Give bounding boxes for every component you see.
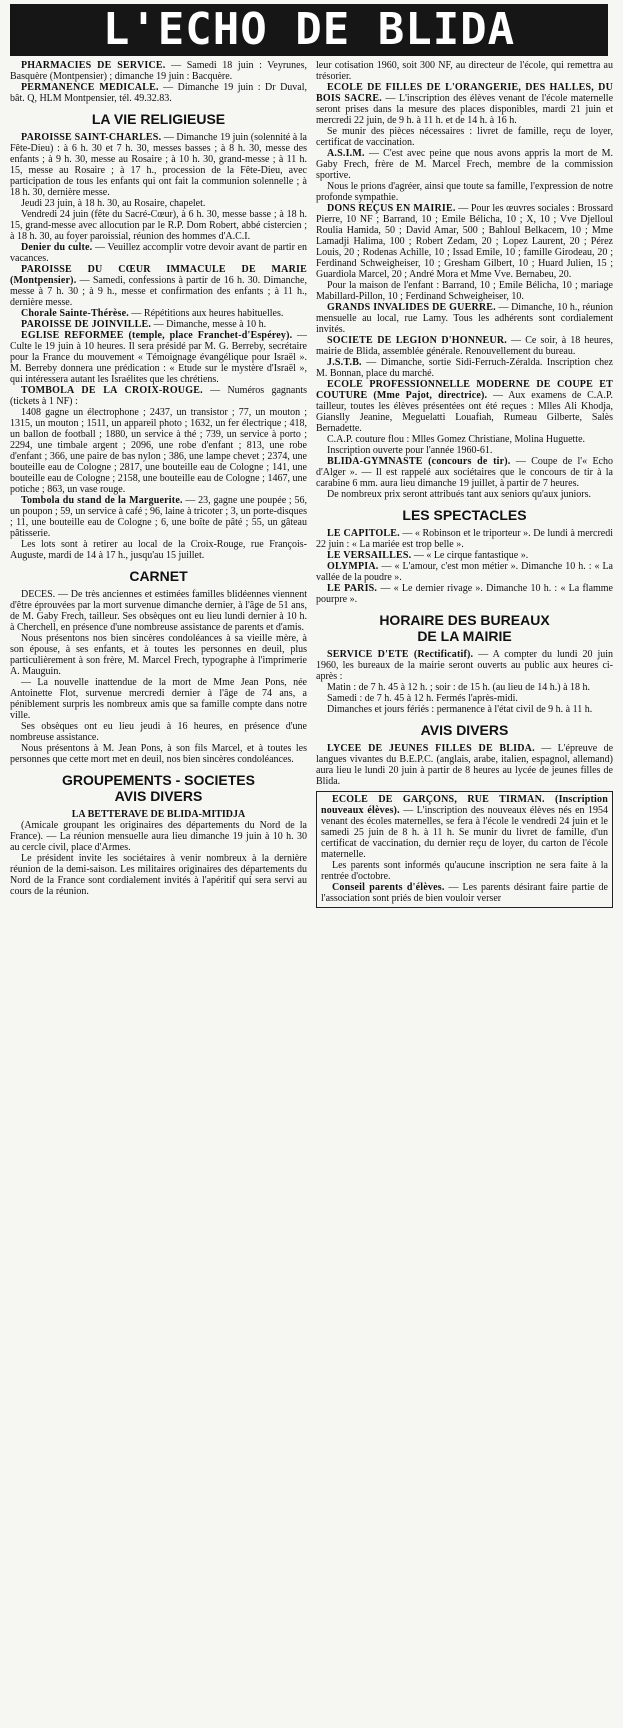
right-column: [316, 60, 613, 1726]
paragraph: Vendredi 24 juin (fête du Sacré-Cœur), à 6 h. 30, messe basse ; à 18 h. 15, grand-messe avec allocution par le R.P. Dom Robert, abbé cistercien ; à 18 h. 30, au foyer paroissial, réunion des hommes d'A.C.I.: [10, 209, 307, 242]
heading-betterave: LA BETTERAVE DE BLIDA-MITIDJA: [71, 809, 246, 820]
paragraph: Pour la maison de l'enfant : Barrand, 10 ; Emile Bélicha, 10 ; mariage Mabillard-Pillon, 10 ; Ferdinand Schweigheiser, 10.: [316, 280, 613, 302]
paragraph: C.A.P. couture flou : Mlles Gomez Christiane, Molina Huguette.: [327, 434, 586, 445]
paragraph: Les lots sont à retirer au local de la Croix-Rouge, rue François-Auguste, mardi de 14 à 17 h., jusqu'au 15 juillet.: [10, 539, 307, 561]
article-coupe-couture: ECOLE PROFESSIONNELLE MODERNE DE COUPE ET COUTURE (Mme Pajot, directrice). — Aux examens de C.A.P. tailleur, toutes les élèves présentées ont été reçues : Mlles Ali Khodja, Gianslly Jeanine, Meguelatti Louafiah, Rumeau Gilberte, Salès Bernadette.: [316, 379, 613, 434]
article-conseil: Conseil parents d'élèves. — Les parents désirant faire partie de l'association sont priés de bien vouloir verser: [321, 882, 608, 904]
heading-groupements: GROUPEMENTS - SOCIETES: [62, 772, 255, 788]
article-versailles: LE VERSAILLES. — « Le cirque fantastique ».: [327, 550, 529, 561]
paragraph: 1408 gagne un électrophone ; 2437, un transistor ; 77, un mouton ; 1315, un mouton ; 1511, un appareil photo ; 1632, un fer électrique ; 418, un ballon de football ; 1880, un service à thé ; 739, un service à porto ; 2294, une timbale argent ; 2096, une robe d'enfant ; 813, une robe d'enfant ; 366, une paire de bas nylon ; 386, une lampe chevet ; 2374, une bouteille eau de Cologne ; 2817, une bouteille eau de Cologne ; 141, une bouteille eau de Cologne ; 2158, une bouteille eau de Cologne ; 1467, une potiche ; 863, un vase rouge.: [10, 407, 307, 495]
paragraph: — La nouvelle inattendue de la mort de Mme Jean Pons, née Antoinette Flot, survenue mercredi dernier à l'âge de 74 ans, a péniblement surpris les nombreux amis que sa famille compte dans notre ville.: [10, 677, 307, 721]
paragraph: Nous présentons nos bien sincères condoléances à sa vieille mère, à son épouse, à ses enfants, et à toutes les personnes en deuil, plus particulièrement à son frère, M. Marcel Frech, typographe à l'imprimerie A. Mauguin.: [10, 633, 307, 677]
article-chorale: Chorale Sainte-Thérèse. — Répétitions aux heures habituelles.: [21, 308, 284, 319]
left-column: [10, 60, 307, 1726]
article-eglise: EGLISE REFORMEE (temple, place Franchet-d'Espérey). — Culte le 19 juin à 10 heures. Il sera présidé par M. G. Berreby, secrétaire pour la France du mouvement « Témoignage évangélique pour Israël ». M. Berreby donnera une prédication : « Etude sur le mystère d'Israël », qui intéressera autant les Israélites que les chrétiens.: [10, 330, 307, 385]
article-permanence: PERMANENCE MEDICALE. — Dimanche 19 juin : Dr Duval, bât. Q, HLM Montpensier, tél. 49.32.83.: [10, 82, 307, 104]
article-ecole-filles: ECOLE DE FILLES DE L'ORANGERIE, DES HALLES, DU BOIS SACRE. — L'inscription des élèves venant de l'école maternelle seront prises dans la mesure des places disponibles, mardi 21 juin et mercredi 22 juin, de 9 h. à 11 h. et de 14 h. à 16 h.: [316, 82, 613, 126]
paragraph: Le président invite les sociétaires à venir nombreux à la dernière réunion de la demi-saison. Les militaires originaires des départements du Nord de la France sont cordialement invités à l'apéritif qui sera servi au cours de la réunion.: [10, 853, 307, 897]
article-saint-charles: PAROISSE SAINT-CHARLES. — Dimanche 19 juin (solennité à la Fête-Dieu) : à 6 h. 30 et 7 h. 30, messes basses ; à 8 h. 30, messe des enfants ; à 9 h. 30, messe au Rosaire ; à 10 h. 30, grand-messe ; à 11 h. 15, messe au Rosaire ; à 17 h., procession de la Fête-Dieu, avec participation de tous les enfants qui ont fait la communion solennelle ; à 18 h. 30, dernière messe.: [10, 132, 307, 198]
paragraph: Se munir des pièces nécessaires : livret de famille, reçu de loyer, certificat de vaccination.: [316, 126, 613, 148]
article-tombola: TOMBOLA DE LA CROIX-ROUGE. — Numéros gagnants (tickets à 1 NF) :: [10, 385, 307, 407]
article-joinville: PAROISSE DE JOINVILLE. — Dimanche, messe à 10 h.: [21, 319, 267, 330]
heading-avis-divers: AVIS DIVERS: [420, 722, 509, 738]
article-olympia: OLYMPIA. — « L'amour, c'est mon métier ». Dimanche 10 h. : « La vallée de la poudre ».: [316, 561, 613, 583]
paragraph: DECES. — De très anciennes et estimées familles blidéennes viennent d'être éprouvées par la mort survenue dimanche dernier, à l'âge de 51 ans, de M. Gaby Frech, tailleur. Ses obsèques ont eu lieu lundi dernier à 10 h. à Cherchell, en présence d'une nombreuse assistance de parents et d'amis.: [10, 589, 307, 633]
paragraph: Nous le prions d'agréer, ainsi que toute sa famille, l'expression de notre profonde sympathie.: [316, 181, 613, 203]
heading-avis-divers: AVIS DIVERS: [114, 788, 203, 804]
heading-vie-religieuse: LA VIE RELIGIEUSE: [91, 111, 226, 127]
heading-spectacles: LES SPECTACLES: [402, 507, 527, 523]
paragraph: Inscription ouverte pour l'année 1960-61.: [327, 445, 493, 456]
paragraph: (Amicale groupant les originaires des départements du Nord de la France). — La réunion mensuelle aura lieu dimanche 19 juin à 10 h. 30 au cercle civil, place d'Armes.: [10, 820, 307, 853]
paragraph: Ses obsèques ont eu lieu jeudi à 16 heures, en présence d'une nombreuse assistance.: [10, 721, 307, 743]
paragraph: Samedi : de 7 h. 45 à 12 h. Fermés l'après-midi.: [327, 693, 518, 704]
article-asim: A.S.I.M. — C'est avec peine que nous avons appris la mort de M. Gaby Frech, frère de M. Marcel Frech, membre de la commission sportive.: [316, 148, 613, 181]
article-capitole: LE CAPITOLE. — « Robinson et le triporteur ». De lundi à mercredi 22 juin : « La mariée est trop belle ».: [316, 528, 613, 550]
article-service-ete: SERVICE D'ETE (Rectificatif). — A compter du lundi 20 juin 1960, les bureaux de la mairie seront ouverts au public aux heures ci-après :: [316, 649, 613, 682]
article-invalides: GRANDS INVALIDES DE GUERRE. — Dimanche, 10 h., réunion mensuelle au local, rue Lamy. Tous les adhérents sont cordialement invités.: [316, 302, 613, 335]
paragraph: leur cotisation 1960, soit 300 NF, au directeur de l'école, qui remettra au trésorier.: [316, 60, 613, 82]
heading-mairie: DE LA MAIRIE: [417, 628, 512, 644]
article-marguerite: Tombola du stand de la Marguerite. — 23, gagne une poupée ; 56, un poupon ; 59, un service à café ; 96, laine à tricoter ; 3, un porte-disques ; 11, une bouteille eau de Cologne ; 6, une boîte de pâté ; 55, un gâteau pâtisserie.: [10, 495, 307, 539]
heading-carnet: CARNET: [129, 568, 188, 584]
paragraph: Nous présentons à M. Jean Pons, à son fils Marcel, et à toutes les personnes que cette mort met en deuil, nos bien sincères condoléances.: [10, 743, 307, 765]
article-coeur: PAROISSE DU CŒUR IMMACULE DE MARIE (Montpensier). — Samedi, confessions à partir de 16 h. 30. Dimanche, messe à 7 h. 30 ; à 9 h., messe et confirmation des enfants ; à 11 h., dernière messe.: [10, 264, 307, 308]
paragraph: Dimanches et jours fériés : permanence à l'état civil de 9 h. à 11 h.: [327, 704, 593, 715]
heading-horaire: HORAIRE DES BUREAUX: [379, 612, 550, 628]
masthead: L'ECHO DE BLIDA: [10, 4, 608, 56]
paragraph: Jeudi 23 juin, à 18 h. 30, au Rosaire, chapelet.: [21, 198, 206, 209]
article-lycee: LYCEE DE JEUNES FILLES DE BLIDA. — L'épreuve de langues vivantes du B.E.P.C. (anglais, arabe, italien, espagnol, allemand) aura lieu le lundi 20 juin à partir de 8 heures au lycée de jeunes filles de Blida.: [316, 743, 613, 787]
article-dons: DONS REÇUS EN MAIRIE. — Pour les œuvres sociales : Brossard Pierre, 10 NF ; Barrand, 10 ; Emile Bélicha, 10 ; X, 10 ; Vve Djelloul Roulia Hamida, 50 ; David Amar, 500 ; Bahloul Belkacem, 10 ; Mme Lamadji Halima, 100 ; Robert Zedam, 20 ; Lopez Laurent, 20 ; Pérez Louis, 20 ; Rodenas Achille, 10 ; Issad Emile, 10 ; famille Girodeau, 20 ; Ferdinand Schweigheiser, 10 ; Gresham Gilbert, 10 ; Huard Julien, 15 ; Guardiola Marcel, 20 ; André Mora et Mme Vve. Bernabeu, 20.: [316, 203, 613, 280]
paragraph: De nombreux prix seront attribués tant aux seniors qu'aux juniors.: [327, 489, 591, 500]
article-pharmacies: PHARMACIES DE SERVICE. — Samedi 18 juin : Veyrunes, Basquère (Montpensier) ; dimanche 19 juin : Bacquère.: [10, 60, 307, 82]
article-ecole-garcons: ECOLE DE GARÇONS, RUE TIRMAN. (Inscription nouveaux élèves). — L'inscription des nouveaux élèves nés en 1954 venant des écoles maternelles, se fera à l'école le vendredi 24 juin et le samedi 25 juin de 8 h. à 11 h. Se munir du livret de famille, d'un certificat de vaccination, du dernier reçu de loyer, du carton de l'école maternelle.: [321, 794, 608, 860]
article-gymnaste: BLIDA-GYMNASTE (concours de tir). — Coupe de l'« Echo d'Alger ». — Il est rappelé aux sociétaires que le concours de tir à la carabine 6 mm. aura lieu dimanche 19 juillet, à partir de 7 heures.: [316, 456, 613, 489]
boxed-notice: [316, 791, 613, 908]
article-paris: LE PARIS. — « Le dernier rivage ». Dimanche 10 h. : « La flamme pourpre ».: [316, 583, 613, 605]
article-jstb: J.S.T.B. — Dimanche, sortie Sidi-Ferruch-Zéralda. Inscription chez M. Bonnan, place du marché.: [316, 357, 613, 379]
paragraph: Matin : de 7 h. 45 à 12 h. ; soir : de 15 h. (au lieu de 14 h.) à 18 h.: [327, 682, 591, 693]
article-legion: SOCIETE DE LEGION D'HONNEUR. — Ce soir, à 18 heures, mairie de Blida, assemblée générale. Renouvellement du bureau.: [316, 335, 613, 357]
paragraph: Les parents sont informés qu'aucune inscription ne sera faite à la rentrée d'octobre.: [321, 860, 608, 882]
article-denier: Denier du culte. — Veuillez accomplir votre devoir avant de partir en vacances.: [10, 242, 307, 264]
